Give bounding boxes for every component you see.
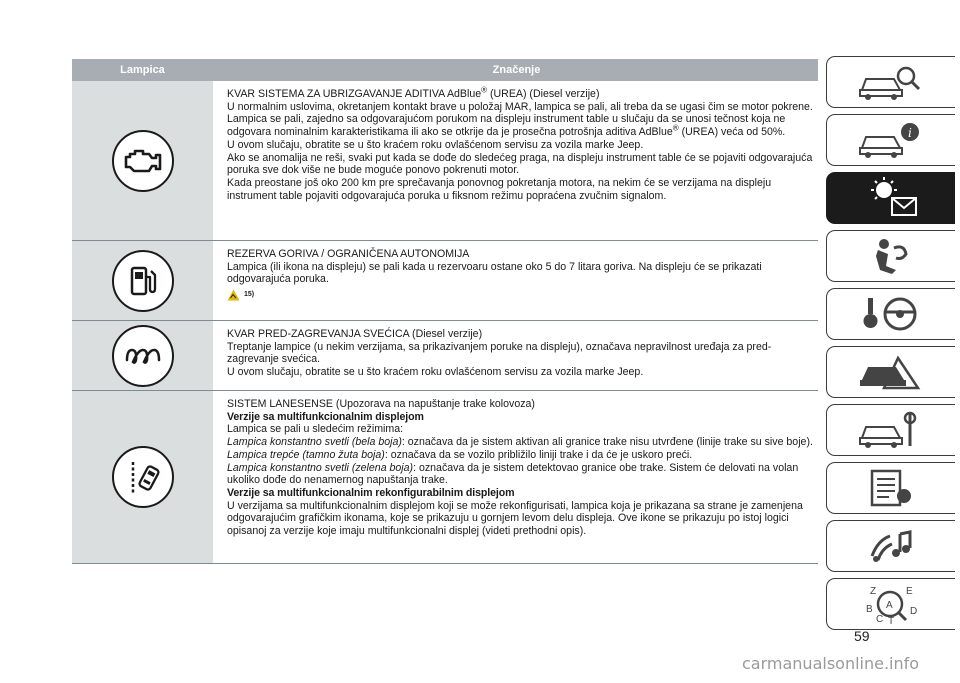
tab-warning-lights[interactable]	[826, 172, 955, 224]
watermark: carmanualsonline.info	[742, 654, 920, 673]
icon-cell	[72, 241, 213, 320]
paragraph: Ako se anomalija ne reši, svaki put kada se dođe do sledećeg praga, na displeju instrument table će se pojaviti odgovarajuća poruka sve dok više ne bude moguće ponovo pokrenuti motor.	[227, 151, 813, 177]
paragraph: Treptanje lampice (u nekim verzijama, sa prikazivanjem poruke na displeju), označava nepravilnost uređaja za pred-zagrevanje svećica.	[227, 340, 772, 366]
row-title: REZERVA GORIVA / OGRANIČENA AUTONOMIJA	[227, 248, 470, 260]
paragraph: U verzijama sa multifunkcionalnim displejom koji se može rekonfigurisati, lampica koja je prikazana sa strane je zamenjena odgovarajućim grafičkim ikonama, koje se prikazuju u gornjem levom delu displeja. Ove ikone se prikazuju po istoj logici opisanoj za verzije koje imaju multifunkcionalni displej (videti prethodni opis).	[227, 499, 803, 538]
index-letter: D	[910, 606, 918, 617]
index-letters-icon	[856, 582, 926, 626]
table-row	[72, 81, 818, 241]
tab-safety[interactable]	[826, 230, 955, 282]
spec-sheet-icon	[856, 468, 926, 508]
paragraph: Lampica konstantno svetli (bela boja): označava da je sistem aktivan ali granice trake nisu utvrđene (linije trake su sive boje).	[227, 436, 813, 449]
chapter-sidebar	[826, 56, 957, 636]
table-row	[72, 391, 818, 564]
paragraph: U ovom slučaju, obratite se u što kraćem roku ovlašćenom servisu za vozila marke Jeep.	[227, 138, 644, 151]
subheading: Verzije sa multifunkcionalnim rekonfigurabilnim displejom	[227, 486, 515, 499]
paragraph: Lampica (ili ikona na displeju) se pali kada u rezervoaru ostane oko 5 do 7 litara goriva. Na displeju će se prikazati odgovarajuća poruka.	[227, 260, 762, 286]
glow-plug-icon	[112, 325, 174, 387]
header-znacenje: Značenje	[492, 64, 541, 76]
icon-cell	[72, 81, 213, 240]
fuel-pump-icon	[112, 250, 174, 312]
header-lampica: Lampica	[120, 64, 165, 76]
car-search-icon	[856, 62, 926, 102]
lane-sense-icon	[112, 446, 174, 508]
index-letter: E	[906, 586, 913, 597]
key-steering-wheel-icon	[856, 294, 926, 334]
tab-car-search[interactable]	[826, 56, 955, 108]
reference-number: 15)	[244, 291, 255, 299]
page-number: 59	[854, 628, 870, 644]
tab-maintenance[interactable]	[826, 404, 955, 456]
paragraph: Kada preostane još oko 200 km pre sprečavanja ponovnog pokretanja motora, na nekim će se verzijama na displeju instrument table pojaviti odgovarajuća poruka u fiksnom režimu popraćena zvučnim signalom.	[227, 176, 772, 202]
paragraph: Lampica trepće (tamno žuta boja): označava da se vozilo približilo liniji trake i da će je uskoro preći.	[227, 448, 693, 461]
tab-multimedia[interactable]	[826, 520, 955, 572]
car-wrench-icon	[856, 410, 926, 450]
tab-starting-driving[interactable]	[826, 288, 955, 340]
icon-cell	[72, 391, 213, 563]
subheading: Verzije sa multifunkcionalnim displejom	[227, 410, 424, 423]
paragraph: U normalnim uslovima, okretanjem kontakt brave u položaj MAR, lampica se pali, ali treba da se ugasi čim se motor pokrene.	[227, 100, 813, 113]
tab-car-info[interactable]	[826, 114, 955, 166]
description-cell	[213, 321, 818, 390]
warning-reference	[227, 289, 814, 302]
table-row	[72, 321, 818, 391]
multimedia-icon	[856, 526, 926, 566]
row-title: SISTEM LANESENSE (Upozorava na napuštanje trake kolovoza)	[227, 398, 535, 410]
paragraph: Lampica konstantno svetli (zelena boja): označava da je sistem detektovao granice obe trake. Sistem će delovati na volan ukoliko dođe do nenamernog napuštanja trake.	[227, 461, 799, 487]
index-letter: B	[866, 604, 873, 615]
index-letter: C	[876, 614, 884, 625]
tab-technical-data[interactable]	[826, 462, 955, 514]
table-row	[72, 241, 818, 321]
description-cell	[213, 391, 818, 563]
paragraph: Lampica se pali u sledećim režimima:	[227, 423, 404, 436]
icon-cell	[72, 321, 213, 390]
tab-emergency[interactable]	[826, 346, 955, 398]
row-title: KVAR PRED-ZAGREVANJA SVEĆICA (Diesel verzije)	[227, 328, 483, 340]
index-letter: Z	[870, 586, 877, 597]
paragraph: U ovom slučaju, obratite se u što kraćem roku ovlašćenom servisu za vozila marke Jeep.	[227, 366, 644, 379]
engine-check-icon	[112, 130, 174, 192]
warning-light-message-icon	[856, 176, 926, 220]
warning-triangle-icon	[227, 289, 240, 301]
description-cell	[213, 241, 818, 320]
tab-index[interactable]	[826, 578, 955, 630]
table-header	[72, 59, 818, 81]
index-letter: A	[886, 600, 893, 611]
car-accident-icon	[856, 352, 926, 392]
car-info-icon	[856, 120, 926, 160]
svg-text:i: i	[908, 126, 912, 140]
description-cell	[213, 81, 818, 240]
paragraph: Lampica se pali, zajedno sa odgovarajućom porukom na displeju instrument table u slučaju da se unosi tečnost koja ne odgovara nominalnim karakteristikama ili ako se otkrije da je prosečna potrošnja aditiva AdBlue® (UREA) veća od 50%.	[227, 113, 786, 139]
row-title: KVAR SISTEMA ZA UBRIZGAVANJE ADITIVA AdBlue® (UREA) (Diesel verzije)	[227, 85, 600, 100]
warning-lights-table	[72, 59, 818, 564]
index-letter: T	[888, 616, 895, 626]
airbag-seat-icon	[856, 236, 926, 276]
